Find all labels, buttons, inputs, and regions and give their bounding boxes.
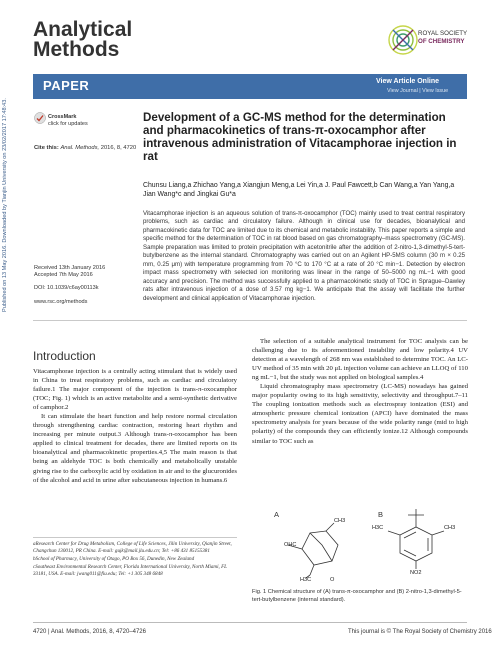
received-dates xyxy=(34,265,105,280)
citation-details: 2016, 8, 4720 xyxy=(100,145,137,151)
footnote-c: cSoutheast Environmental Research Center, Florida International University, North Miami, FL 33181, USA. E-mail: jwang011@fiu.edu; Tel: +1 305 348 6848 xyxy=(33,564,227,578)
publisher-name xyxy=(418,30,467,45)
crossmark-line1: CrossMark xyxy=(48,114,77,120)
crossmark-label[interactable] xyxy=(48,114,88,127)
crossmark-icon[interactable] xyxy=(34,112,46,124)
figure-label-a: A xyxy=(274,510,280,519)
footer-copyright: This journal is © The Royal Society of Chemistry 2016 xyxy=(348,629,492,635)
introduction-heading: Introduction xyxy=(33,349,96,363)
intro-paragraph-1: Vitacamphorae injection is a centrally acting stimulant that is widely used in China to treat respiratory problems, such as cardiac and circulatory failure.1 The major component of the injection is trans-π-oxocamphor (TOC; Fig. 1) which is an active metabolite and a semi-synthetic derivative of camphor.2 xyxy=(33,368,237,412)
journal-issue-links[interactable]: View Journal | View Issue xyxy=(387,88,449,94)
citation xyxy=(34,145,136,151)
atom-label-b-ch3: CH3 xyxy=(444,525,456,531)
journal-title-line2: Methods xyxy=(33,38,120,61)
journal-title-line1: Analytical xyxy=(33,18,133,41)
received-date: Received 13th January 2016 xyxy=(34,265,106,271)
journal-site-link[interactable]: www.rsc.org/methods xyxy=(34,299,88,305)
structure-a-bonds xyxy=(288,523,338,578)
section-label: PAPER xyxy=(43,78,90,93)
footer-citation: 4720 | Anal. Methods, 2016, 8, 4720–4726 xyxy=(33,629,146,635)
intro-paragraph-2: It can stimulate the heart function and help restore normal circulation through strengthening cardiac contraction, restoring heart rhythm and increasing per minute output.3 Although trans-π-oxocamphor has been applied to clinical treatment for decades, there are limited reports on its bioanalytical and pharmacokinetic properties.4,5 The main reason is that being an aldehyde TOC is both chemically and metabolically unstable giving rise to the carboxylic acid by oxidation in air and to the glucuronides of the alcohol and acid in urine after subcutaneous injection in humans.6 xyxy=(33,413,237,484)
figure-caption: Fig. 1 Chemical structure of (A) trans-π-oxocamphor and (B) 2-nitro-1,3-dimethyl-5-tert-butylbenzene (internal standard). xyxy=(252,589,462,603)
body-column-left xyxy=(33,367,237,485)
download-note: Published on 13 May 2016. Downloaded by Tianjin University on 23/02/2017 17:48:43. xyxy=(2,98,8,312)
author-list: Chunsu Liang,a Zhichao Yang,a Xiangjun Meng,a Lei Yin,a J. Paul Fawcett,b Can Wang,a Yan Yang,a Jian Wang*c and Jingkai Gu*a xyxy=(143,182,455,199)
publisher-line1: ROYAL SOCIETY xyxy=(418,30,468,37)
view-article-online-link[interactable]: View Article Online xyxy=(376,78,440,85)
accepted-date: Accepted 7th May 2016 xyxy=(34,272,93,279)
crossmark-line2: click for updates xyxy=(48,120,88,127)
footnote-a: aResearch Center for Drug Metabolism, College of Life Sciences, Jilin University, Qianjin Street, Changchun 130012, PR China. E-mail: gujk@mail.jlu.edu.cn; Tel: +86 431 85155381 xyxy=(33,541,232,555)
atom-label-ohc: OHC xyxy=(284,542,297,548)
intro-paragraph-4: Liquid chromatography mass spectrometry (LC-MS) nowadays has gained major popularity owing to its high sensitivity, selectivity and throughput.7–11 The coupling ionization methods such as electrospray ionization (ESI) and atmospheric pressure chemical ionization (APCI) have dominated the mass spectrometry analysis for years because of the wide polarity range (mid to high polarity) of the compounds they can efficiently ionize.12 Although compounds similar to TOC such as xyxy=(252,383,468,445)
body-column-right xyxy=(252,337,468,446)
doi[interactable]: DOI: 10.1039/c6ay00113k xyxy=(34,285,99,291)
journal-title xyxy=(33,20,132,60)
atom-label-ch3: CH3 xyxy=(334,518,346,524)
intro-paragraph-3: The selection of a suitable analytical instrument for TOC analysis can be challenging due to its aforementioned instability and low polarity.4 UV detection at a wavelength of 268 nm was established to determine TOC. An LC-UV method of 35 min with 20 μL injection volume can achieve an LLOQ of 110 ng mL−1, but the study was not applied on biological samples.4 xyxy=(252,338,468,382)
figure-label-b: B xyxy=(378,510,384,519)
atom-label-h3c: H3C xyxy=(300,577,312,583)
article-title: Development of a GC-MS method for the determination and pharmacokinetics of trans-π-oxocamphor after intravenous administration of Vitacamphorae injection in rat xyxy=(143,111,457,163)
footnote-divider xyxy=(33,537,237,538)
footer-divider xyxy=(33,622,467,623)
abstract: Vitacamphorae injection is an aqueous solution of trans-π-oxocamphor (TOC) mainly used to treat central respiratory problems, such as cardiac and circulatory failure. Although in clinical use for decades, bioanalytical and pharmacokinetic data for TOC are limited due to its chemical and metabolic instability. This paper reports a simple and specific method for the determination of TOC in rat blood based on gas chromatography–mass spectrometry (GC-MS). Sample preparation was limited to protein precipitation with acetonitrile after the addition of 2-nitro-1,3-dimethyl-5-tert-butylbenzene as the internal standard. Chromatography was carried out on an Agilent HP-5MS column (30 m × 0.25 mm, 0.25 μm) with temperature programming from 70 °C to 170 °C at a rate of 20 °C min−1. Detection by electron impact mass spectrometry with selected ion monitoring was linear in the range of 50–5000 ng mL−1 with good accuracy and precision. The method was successfully applied to a pharmacokinetic study of TOC in Sprague–Dawley rats after intravenous injection of a dose of 3.57 mg kg−1. We anticipate that the assay will facilitate the further development and clinical application of Vitacamphorae injection. xyxy=(143,210,465,302)
affiliation-footnotes xyxy=(33,541,237,579)
citation-ref: Anal. Methods, xyxy=(60,145,100,151)
atom-label-no2: NO2 xyxy=(410,570,422,576)
section-divider xyxy=(33,320,467,321)
publisher-line2: OF CHEMISTRY xyxy=(418,37,465,45)
structure-b-bonds xyxy=(388,509,444,569)
atom-label-b-h3c: H3C xyxy=(372,525,384,531)
atom-label-o: O xyxy=(330,577,335,583)
citation-label: Cite this: xyxy=(34,145,59,151)
footnote-b: bSchool of Pharmacy, University of Otago, PO Box 56, Dunedin, New Zealand xyxy=(33,556,195,563)
